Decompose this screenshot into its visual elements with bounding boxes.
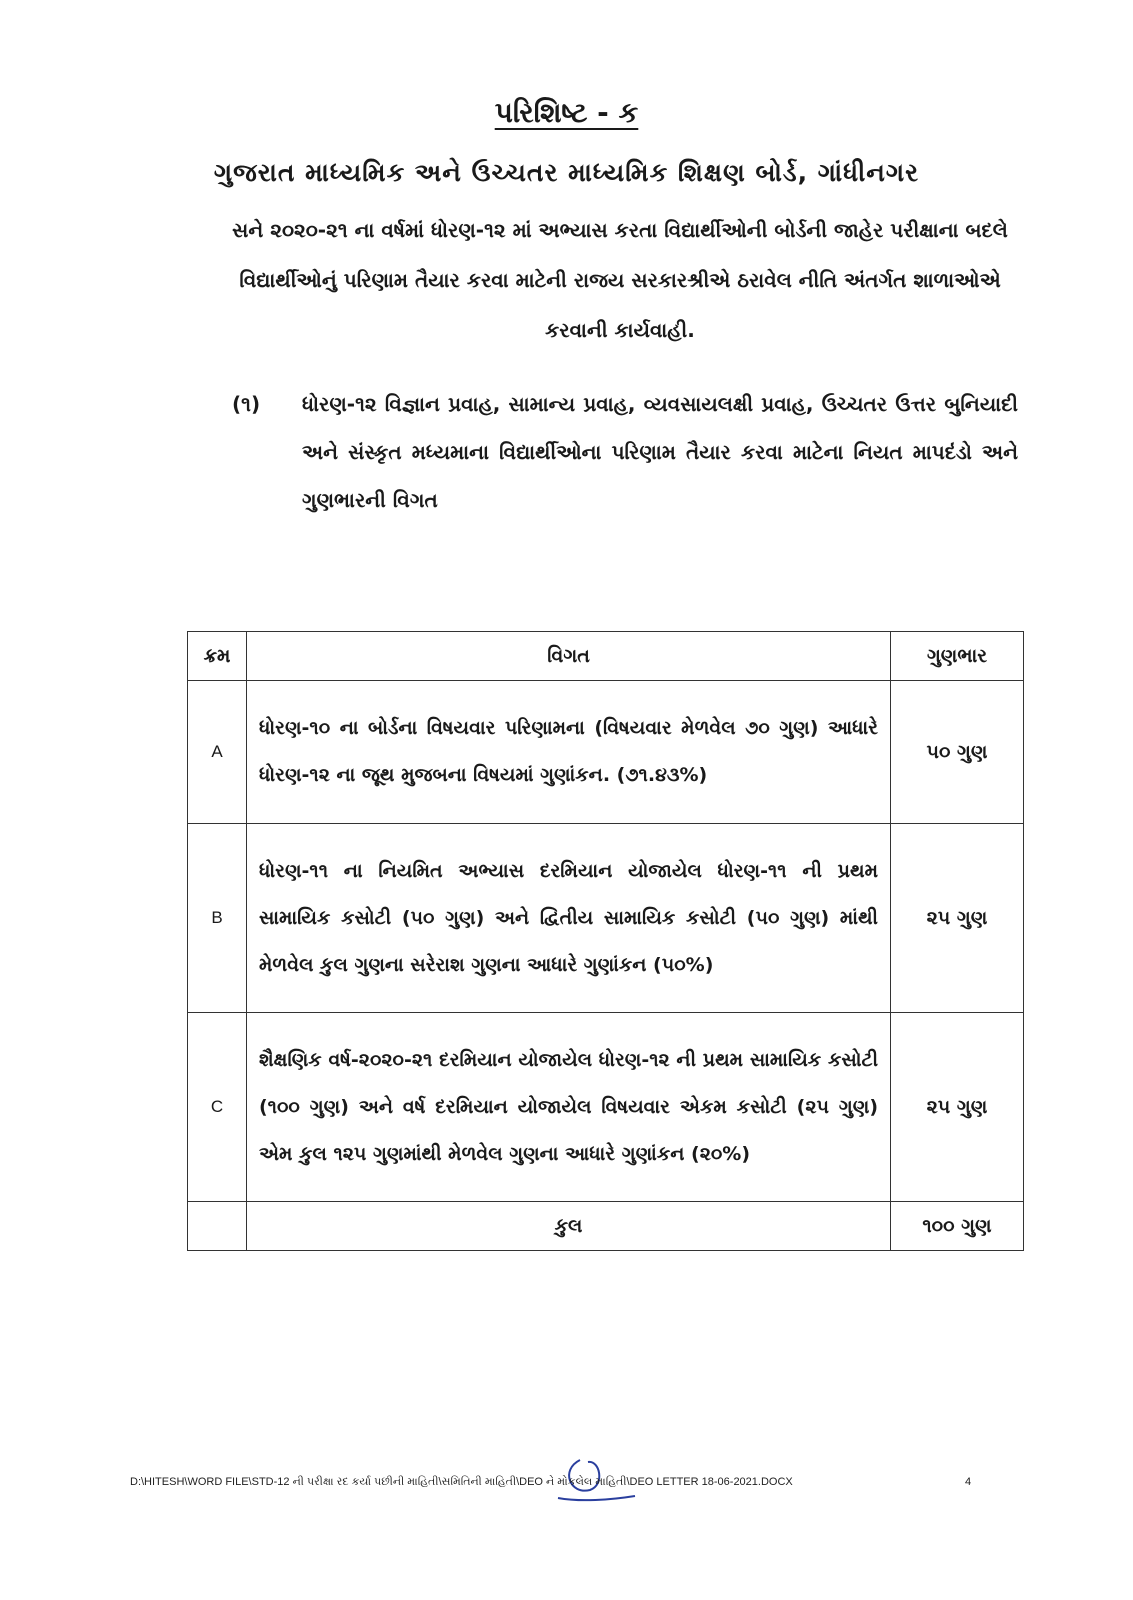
row-code: A [188, 681, 247, 824]
subheading: સને ૨૦૨૦-૨૧ ના વર્ષમાં ધોરણ-૧૨ માં અભ્યાસ કરતા વિદ્યાર્થીઓની બોર્ડની જાહેર પરીક્ષાના બદલે વિદ્યાર્થીઓનું પરિણામ તૈયાર કરવા માટેની રાજય સરકારશ્રીએ ઠરાવેલ નીતિ અંતર્ગત શાળાઓએ કરવાની કાર્યવાહી. [232, 218, 1008, 342]
header-serial: ક્રમ [188, 632, 247, 681]
total-label: કુલ [247, 1202, 891, 1251]
total-empty-cell [188, 1202, 247, 1251]
appendix-title: પરિશિષ્ટ - ક [494, 96, 639, 129]
row-description: શૈક્ષણિક વર્ષ-૨૦૨૦-૨૧ દરમિયાન યોજાયેલ ધોરણ-૧૨ ની પ્રથમ સામાયિક કસોટી (૧૦૦ ગુણ) અને વર્ષ દરમિયાન યોજાયેલ વિષયવાર એકમ કસોટી (૨૫ ગુણ) એમ કુલ ૧૨૫ ગુણમાંથી મેળવેલ ગુણના આધારે ગુણાંકન (૨૦%) [247, 1013, 891, 1202]
point-text: ધોરણ-૧૨ વિજ્ઞાન પ્રવાહ, સામાન્ય પ્રવાહ, વ્યવસાયલક્ષી પ્રવાહ, ઉચ્ચતર ઉત્તર બુનિયાદી અને સંસ્કૃત મધ્યમાના વિદ્યાર્થીઓના પરિણામ તૈયાર કરવા માટેના નિયત માપદંડો અને ગુણભારની વિગત [302, 392, 1018, 512]
total-weight: ૧૦૦ ગુણ [891, 1202, 1024, 1251]
file-path-footer: D:\HITESH\WORD FILE\STD-12 ની પરીક્ષા રદ કર્યા પછીની માહિતી\સમિતિની માહિતી\DEO ને મોકલેલ માહિતી\DEO LETTER 18-06-2021.DOCX [130, 1476, 793, 1488]
total-row [188, 1202, 1024, 1251]
row-weight: ૫૦ ગુણ [891, 681, 1024, 824]
header-details: વિગત [247, 632, 891, 681]
table-row [188, 681, 1024, 824]
table-row [188, 824, 1024, 1013]
row-weight: ૨૫ ગુણ [891, 824, 1024, 1013]
criteria-table [187, 631, 1024, 1251]
row-weight: ૨૫ ગુણ [891, 1013, 1024, 1202]
header-weight: ગુણભાર [891, 632, 1024, 681]
board-name: ગુજરાત માધ્યમિક અને ઉચ્ચતર માધ્યમિક શિક્ષણ બોર્ડ, ગાંધીનગર [213, 158, 920, 187]
row-code: B [188, 824, 247, 1013]
row-description: ધોરણ-૧૧ ના નિયમિત અભ્યાસ દરમિયાન યોજાયેલ ધોરણ-૧૧ ની પ્રથમ સામાયિક કસોટી (૫૦ ગુણ) અને દ્વિતીય સામાયિક કસોટી (૫૦ ગુણ) માંથી મેળવેલ કુલ ગુણના સરેરાશ ગુણના આધારે ગુણાંકન (૫૦%) [247, 824, 891, 1013]
point-number: (૧) [232, 392, 261, 416]
page-number: 4 [965, 1476, 972, 1488]
table-header-row [188, 632, 1024, 681]
table-row [188, 1013, 1024, 1202]
row-description: ધોરણ-૧૦ ના બોર્ડના વિષયવાર પરિણામના (વિષયવાર મેળવેલ ૭૦ ગુણ) આધારે ધોરણ-૧૨ ના જૂથ મુજબના વિષયમાં ગુણાંકન. (૭૧.૪૩%) [247, 681, 891, 824]
row-code: C [188, 1013, 247, 1202]
